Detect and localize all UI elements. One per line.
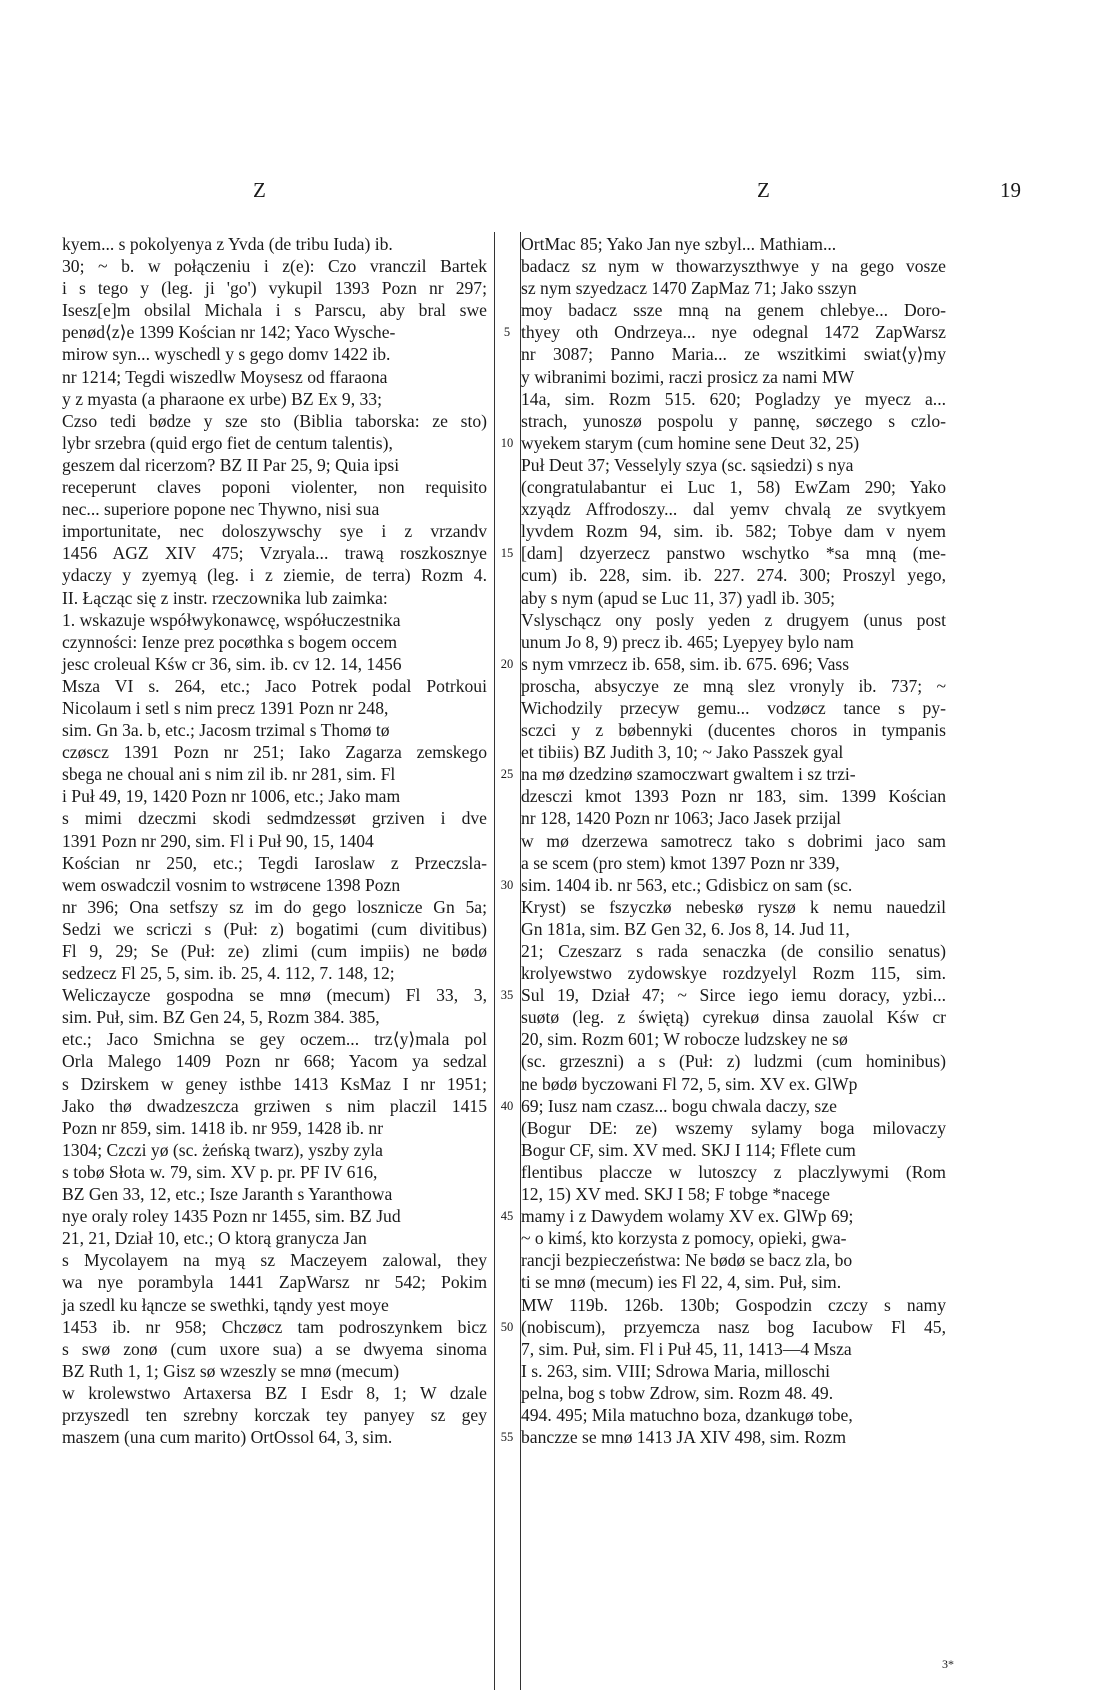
text-line: moy badacz ssze mną na genem chlebye... Doro- — [521, 300, 946, 321]
text-line: proscha, absyczye ze mną slez vronyly ib. 737; ~ — [521, 675, 946, 696]
text-line: Nicolaum i setl s nim precz 1391 Pozn nr 248, — [62, 697, 389, 718]
text-line: nr 128, 1420 Pozn nr 1063; Jaco Jasek przijal — [521, 808, 842, 829]
text-line: s Mycolayem na myą sz Maczeyem zalowal, they — [62, 1250, 487, 1271]
text-line: badacz sz nym w thowarzyszthwye y na gego vosze — [521, 256, 946, 277]
text-line: a se scem (pro stem) kmot 1397 Pozn nr 339, — [521, 852, 840, 873]
text-line: Bogur CF, sim. XV med. SKJ I 114; Fflete cum — [521, 1139, 856, 1160]
text-line: i Puł 49, 19, 1420 Pozn nr 1006, etc.; Jako mam — [62, 786, 401, 807]
text-line: ~ o kimś, kto korzysta z pomocy, opieki, gwa- — [521, 1228, 847, 1249]
text-line: 69; Iusz nam czasz... bogu chwala daczy, sze — [521, 1095, 837, 1116]
text-line: penød⟨z⟩e 1399 Kościan nr 142; Yaco Wysche- — [62, 322, 396, 343]
text-line: 1304; Czczi yø (sc. żeńską twarz), yszby zyla — [62, 1139, 383, 1160]
right-column — [521, 233, 946, 1448]
line-number: 35 — [500, 988, 514, 1003]
text-line: pelna, bog s tobw Zdrow, sim. Rozm 48. 49. — [521, 1382, 834, 1403]
text-line: 12, 15) XV med. SKJ I 58; F tobge *nacege — [521, 1184, 830, 1205]
text-line: I s. 263, sim. VIII; Sdrowa Maria, milloschi — [521, 1360, 830, 1381]
text-line: 494. 495; Mila matuchno boza, dzankugø tobe, — [521, 1404, 853, 1425]
text-line: Msza VI s. 264, etc.; Jaco Potrek podal Potrkoui — [62, 675, 487, 696]
left-column — [62, 233, 487, 1448]
text-line: s nym vmrzecz ib. 658, sim. ib. 675. 696; Vass — [521, 653, 850, 674]
text-line: przyszedl ten szrebny korczak tey panyey sz gey — [62, 1404, 487, 1425]
text-line: Puł Deut 37; Vesselyly szya (sc. sąsiedzi) s nya — [521, 454, 854, 475]
text-line: ydaczy y zyemyą (leg. i z ziemie, de terra) Rozm 4. — [62, 565, 487, 586]
text-line: etc.; Jaco Smichna se gey oczem... trz⟨y⟩mala pol — [62, 1029, 487, 1050]
text-line: wyekem starym (cum homine sene Deut 32, 25) — [521, 432, 860, 453]
text-line: et tibiis) BZ Judith 3, 10; ~ Jako Passzek gyal — [521, 742, 844, 763]
text-line: (Bogur DE: ze) wszemy sylamy boga milovaczy — [521, 1117, 946, 1138]
text-line: OrtMac 85; Yako Jan nye szbyl... Mathiam... — [521, 234, 837, 254]
text-line: Czso tedi bødze y sze sto (Biblia taborska: ze sto) — [62, 410, 487, 431]
text-line: suøtø (leg. z świętą) cyrekuø dinsa zauolal Kśw cr — [521, 1007, 946, 1028]
line-number: 55 — [500, 1430, 514, 1445]
text-line: w mø dzerzewa samotrecz tako s dobrimi jaco sam — [521, 830, 946, 851]
line-number: 10 — [500, 435, 514, 450]
header-letter-left: Z — [253, 178, 266, 202]
text-line: 30; ~ b. w połączeniu i z(e): Czo vranczil Bartek — [62, 256, 487, 277]
line-number: 25 — [500, 767, 514, 782]
text-line: 14a, sim. Rozm 515. 620; Pogladzy ye myecz a... — [521, 388, 946, 409]
text-line: kyem... s pokolyenya z Yvda (de tribu Iuda) ib. — [62, 234, 393, 254]
text-line: nr 1214; Tegdi wiszedlw Moysesz od ffaraona — [62, 366, 388, 387]
text-line: ja szedl ku łąncze se swethki, tąndy yest moye — [62, 1294, 389, 1315]
text-line: czynności: Ienze prez pocøthka s bogem occem — [62, 631, 398, 652]
text-line: Sedzi we scriczi s (Puł: z) bogatimi (cum divitibus) — [62, 918, 487, 939]
text-line: sim. Puł, sim. BZ Gen 24, 5, Rozm 384. 385, — [62, 1007, 380, 1028]
line-number: 20 — [500, 656, 514, 671]
text-line: (nobiscum), przyemcza nasz bog Iacubow Fl 45, — [521, 1316, 946, 1337]
text-line: lybr srzebra (quid ergo fiet de centum talentis), — [62, 432, 393, 453]
text-line: geszem dal ricerzom? BZ II Par 25, 9; Quia ipsi — [62, 454, 400, 475]
text-line: Orla Malego 1409 Pozn nr 668; Yacom ya sedzal — [62, 1051, 487, 1072]
text-line: czøscz 1391 Pozn nr 251; Iako Zagarza zemskego — [62, 742, 487, 763]
text-line: ne bødø byczowani Fl 72, 5, sim. XV ex. GlWp — [521, 1073, 858, 1094]
text-line: BZ Ruth 1, 1; Gisz sø wzeszly se mnø (mecum) — [62, 1360, 400, 1381]
text-line: s tobø Słota w. 79, sim. XV p. pr. PF IV 616, — [62, 1161, 378, 1182]
text-line: Wichodzily przecyw gemu... vodzøcz tance s py- — [521, 697, 946, 718]
text-line: 1456 AGZ XIV 475; Vzryala... trawą roszkosznye — [62, 543, 487, 564]
text-line: cum) ib. 228, sim. ib. 227. 274. 300; Proszyl yego, — [521, 565, 946, 586]
text-line: BZ Gen 33, 12, etc.; Isze Jaranth s Yaranthowa — [62, 1184, 393, 1205]
text-line: lyvdem Rozm 94, sim. ib. 582; Tobye dam v nyem — [521, 521, 946, 542]
text-line: dzesczi kmot 1393 Pozn nr 183, sim. 1399 Kościan — [521, 786, 946, 807]
text-line: w krolewstwo Artaxersa BZ I Esdr 8, 1; W dzale — [62, 1382, 487, 1403]
text-line: s swø zonø (cum uxore sua) a se dwyema sinoma — [62, 1338, 487, 1359]
column-divider-left — [494, 232, 495, 1690]
text-line: MW 119b. 126b. 130b; Gospodzin czczy s namy — [521, 1294, 946, 1315]
text-line: Gn 181a, sim. BZ Gen 32, 6. Jos 8, 14. Jud 11, — [521, 918, 850, 939]
text-line: [dam] dzyerzecz panstwo wschytko *sa mną (me- — [521, 543, 946, 564]
line-number: 50 — [500, 1319, 514, 1334]
text-line: maszem (una cum marito) OrtOssol 64, 3, sim. — [62, 1427, 393, 1448]
text-line: Kościan nr 250, etc.; Tegdi Iaroslaw z Przeczsla- — [62, 852, 487, 873]
text-line: rancji bezpieczeństwa: Ne bødø se bacz zla, bo — [521, 1250, 853, 1271]
text-line: Fl 9, 29; Se (Puł: ze) zlimi (cum impiis) ne bødø — [62, 941, 487, 961]
text-line: mamy i z Dawydem wolamy XV ex. GlWp 69; — [521, 1206, 854, 1227]
text-line: Jako thø dwadzeszcza grziwen s nim placzil 1415 — [62, 1095, 487, 1116]
text-line: flentibus placcze w lutoszcy z placzlywymi (Rom — [521, 1161, 946, 1182]
text-line: thyey oth Ondrzeya... nye odegnal 1472 ZapWarsz — [521, 322, 946, 343]
line-number: 40 — [500, 1098, 514, 1113]
text-line: nr 3087; Panno Maria... ze wszitkimi swiat⟨y⟩my — [521, 344, 946, 365]
text-line: 21; Czeszarz s rada senaczka (de consilio senatus) — [521, 941, 946, 961]
header-letter-right: Z — [757, 178, 770, 202]
text-line: strach, yunoszø pospolu y pannę, søczego s czlo- — [521, 410, 946, 431]
text-line: jesc croleual Kśw cr 36, sim. ib. cv 12. 14, 1456 — [62, 653, 402, 674]
text-line: 20, sim. Rozm 601; W robocze ludzskey ne sø — [521, 1029, 848, 1050]
line-number: 5 — [503, 325, 511, 340]
text-line: sz nym szyedzacz 1470 ZapMaz 71; Jako sszyn — [521, 278, 857, 299]
text-line: wem oswadczil vosnim to wstrøcene 1398 Pozn — [62, 874, 401, 895]
text-line: aby s nym (apud se Luc 11, 37) yadl ib. 305; — [521, 587, 836, 608]
text-line: (congratulabantur ei Luc 1, 58) EwZam 290; Yako — [521, 477, 946, 498]
text-line: y wibranimi bozimi, raczi prosicz za nami MW — [521, 366, 855, 387]
text-line: na mø dzedzinø szamoczwart gwaltem i sz trzi- — [521, 764, 856, 785]
text-line: 1453 ib. nr 958; Chczøcz tam podroszynkem bicz — [62, 1316, 487, 1337]
text-line: importunitate, nec doloszywschy sye i z vrzandv — [62, 521, 487, 542]
text-line: receperunt claves poponi violenter, non requisito — [62, 477, 487, 498]
text-line: nr 396; Ona setfszy sz im do gego losznicze Gn 5a; — [62, 896, 487, 917]
line-number: 30 — [500, 877, 514, 892]
text-line: s mimi dzeczmi skodi sedmdzessøt grziven i dve — [62, 808, 487, 829]
text-line: wa nye porambyla 1441 ZapWarsz nr 542; Pokim — [62, 1272, 487, 1293]
text-line: mirow syn... wyschedl y s gego domv 1422 ib. — [62, 344, 391, 365]
text-line: s Dzirskem w geney isthbe 1413 KsMaz I nr 1951; — [62, 1073, 487, 1094]
text-line: sedzecz Fl 25, 5, sim. ib. 25, 4. 112, 7. 148, 12; — [62, 963, 395, 984]
text-line: unum Jo 8, 9) precz ib. 465; Lyepyey bylo nam — [521, 631, 854, 652]
text-line: 7, sim. Puł, sim. Fl i Puł 45, 11, 1413—4 Msza — [521, 1338, 852, 1359]
text-line: 1. wskazuje współwykonawcę, współuczestnika — [62, 609, 401, 630]
text-line: sbega ne choual ani s nim zil ib. nr 281, sim. Fl — [62, 764, 396, 785]
text-line: sim. 1404 ib. nr 563, etc.; Gdisbicz on sam (sc. — [521, 874, 853, 895]
text-line: nec... superiore popone nec Thywno, nisi sua — [62, 499, 380, 520]
line-number: 15 — [500, 546, 514, 561]
text-line: nye oraly roley 1435 Pozn nr 1455, sim. BZ Jud — [62, 1206, 401, 1227]
text-line: (sc. grzeszni) a s (Puł: z) ludzmi (cum hominibus) — [521, 1051, 946, 1072]
text-line: ti se mnø (mecum) ies Fl 22, 4, sim. Puł, sim. — [521, 1272, 842, 1293]
text-line: i s tego y (leg. ji 'go') vykupil 1393 Pozn nr 297; — [62, 278, 487, 299]
text-line: xzyądz Affrodoszy... dal yemv chvalą ze svytkyem — [521, 499, 946, 520]
text-line: Pozn nr 859, sim. 1418 ib. nr 959, 1428 ib. nr — [62, 1117, 384, 1138]
text-line: II. Łącząc się z instr. rzeczownika lub zaimka: — [62, 587, 388, 608]
text-line: krolyewstwo zydowskye rozdzyelyl Rozm 115, sim. — [521, 963, 946, 984]
text-line: y z myasta (a pharaone ex urbe) BZ Ex 9, 33; — [62, 388, 382, 409]
text-line: Weliczaycze gospodna se mnø (mecum) Fl 33, 3, — [62, 985, 487, 1006]
line-number: 45 — [500, 1209, 514, 1224]
text-line: Vslyschącz ony posly yeden z drugyem (unus post — [521, 609, 946, 630]
text-line: sczci y z bøbennyki (ducentes choros in tympanis — [521, 720, 946, 741]
text-line: sim. Gn 3a. b, etc.; Jacosm trzimal s Thomø tø — [62, 720, 390, 741]
text-line: Kryst) se fszyczkø nebeskø ryszø k nemu nauedzil — [521, 896, 946, 917]
text-line: 1391 Pozn nr 290, sim. Fl i Puł 90, 15, 1404 — [62, 830, 374, 851]
text-line: Isesz[e]m obsilal Michala i s Parscu, aby bral swe — [62, 300, 487, 321]
text-line: banczze se mnø 1413 JA XIV 498, sim. Rozm — [521, 1427, 847, 1448]
signature-mark: 3* — [942, 1657, 954, 1671]
text-line: Sul 19, Dział 47; ~ Sirce iego iemu doracy, yzbi... — [521, 985, 946, 1006]
page-number: 19 — [1000, 178, 1021, 202]
text-line: 21, 21, Dział 10, etc.; O ktorą granycza Jan — [62, 1228, 367, 1249]
